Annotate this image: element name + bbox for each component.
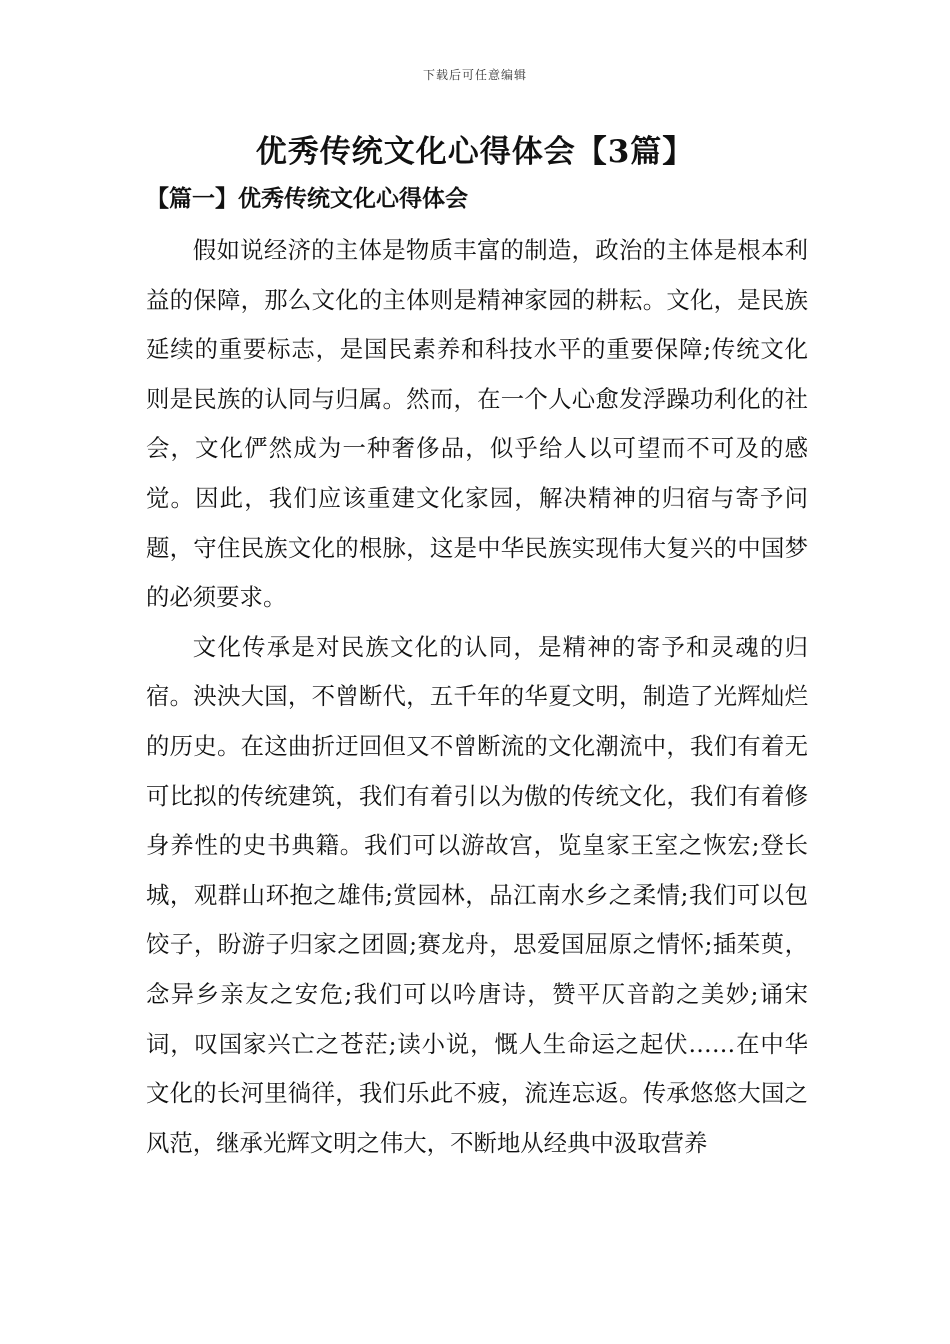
section-heading: 【篇一】优秀传统文化心得体会 xyxy=(146,185,468,212)
paragraph-2: 文化传承是对民族文化的认同，是精神的寄予和灵魂的归宿。泱泱大国，不曾断代，五千年的华夏文明，制造了光辉灿烂的历史。在这曲折迂回但又不曾断流的文化潮流中，我们有着无可比拟的传统建筑，我们有着引以为傲的传统文化，我们有着修身养性的史书典籍。我们可以游故宫，览皇家王室之恢宏;登长城，观群山环抱之雄伟;赏园林，品江南水乡之柔情;我们可以包饺子，盼游子归家之团圆;赛龙舟，思爱国屈原之情怀;插茱萸，念异乡亲友之安危;我们可以吟唐诗，赞平仄音韵之美妙;诵宋词，叹国家兴亡之苍茫;读小说，慨人生命运之起伏……在中华文化的长河里徜徉，我们乐此不疲，流连忘返。传承悠悠大国之风范，继承光辉文明之伟大，不断地从经典中汲取营养 xyxy=(146,632,808,1157)
paragraph-1: 假如说经济的主体是物质丰富的制造，政治的主体是根本利益的保障，那么文化的主体则是精神家园的耕耘。文化，是民族延续的重要标志，是国民素养和科技水平的重要保障;传统文化则是民族的认同与归属。然而，在一个人心愈发浮躁功利化的社会，文化俨然成为一种奢侈品，似乎给人以可望而不可及的感觉。因此，我们应该重建文化家园，解决精神的归宿与寄予问题，守住民族文化的根脉，这是中华民族实现伟大复兴的中国梦的必须要求。 xyxy=(146,236,808,612)
document-title: 优秀传统文化心得体会【3篇】 xyxy=(255,134,695,170)
document-body xyxy=(146,226,808,1168)
header-note: 下载后可任意编辑 xyxy=(422,68,527,82)
